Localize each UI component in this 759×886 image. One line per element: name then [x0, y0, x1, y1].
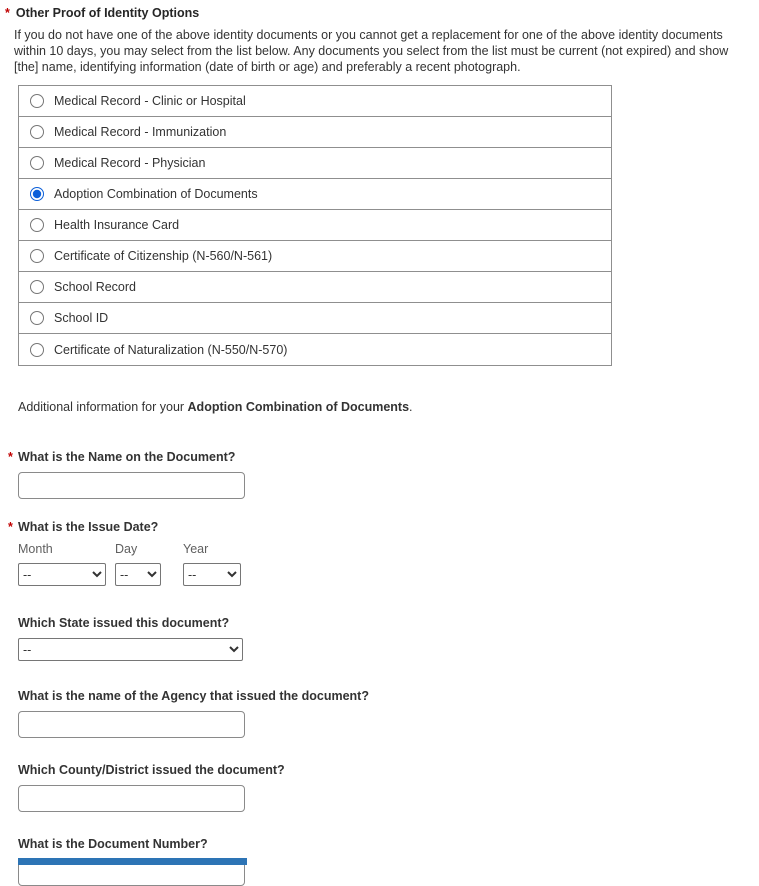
identity-option-radio[interactable] [30, 343, 44, 357]
identity-option-row[interactable] [19, 179, 611, 210]
identity-option-row[interactable] [19, 86, 611, 117]
issue-month-select[interactable] [18, 563, 106, 586]
month-label: Month [18, 542, 53, 556]
required-marker: * [5, 6, 10, 20]
additional-info-text [18, 400, 751, 414]
name-on-document-input[interactable] [18, 472, 245, 499]
required-marker: * [8, 520, 13, 534]
additional-info-prefix: Additional information for your [18, 400, 188, 414]
field-issue-date [8, 520, 751, 586]
county-district-label [18, 763, 751, 777]
issue-date-controls [18, 542, 751, 586]
identity-option-radio[interactable] [30, 187, 44, 201]
identity-option-row[interactable] [19, 210, 611, 241]
day-label: Day [115, 542, 138, 556]
section-description: If you do not have one of the above identity documents or you cannot get a replacement for one of the above identity documents within 10 days, you may select from the list below. Any documents you select from the list must be current (not expired) and show [the] name, identifying information (date of birth or age) and preferably a recent photograph. [14, 28, 729, 74]
identity-option-row[interactable] [19, 272, 611, 303]
document-number-label [18, 837, 751, 851]
document-number-label-text: What is the Document Number? [18, 837, 208, 851]
field-state [18, 616, 751, 661]
identity-option-row[interactable] [19, 241, 611, 272]
section-title-row [4, 6, 751, 20]
field-county-district [18, 763, 751, 812]
issue-date-year-col [183, 542, 251, 586]
identity-option-radio[interactable] [30, 156, 44, 170]
identity-option-radio[interactable] [30, 249, 44, 263]
identity-option-label: School ID [54, 311, 109, 325]
identity-option-row[interactable] [19, 148, 611, 179]
county-district-label-text: Which County/District issued the document? [18, 763, 285, 777]
field-name-on-document [8, 450, 751, 499]
issue-date-day-col [115, 542, 183, 586]
next-section-partial-bar [18, 858, 247, 865]
identity-option-label: Certificate of Citizenship (N-560/N-561) [54, 249, 273, 263]
identity-option-radio[interactable] [30, 218, 44, 232]
identity-option-label: School Record [54, 280, 136, 294]
identity-option-row[interactable] [19, 303, 611, 334]
additional-info-document-name: Adoption Combination of Documents [187, 400, 410, 414]
identity-option-label: Medical Record - Immunization [54, 125, 227, 139]
additional-info-suffix: . [409, 400, 413, 414]
identity-option-label: Certificate of Naturalization (N-550/N-570) [54, 342, 288, 357]
required-marker: * [8, 450, 13, 464]
identity-option-label: Health Insurance Card [54, 218, 180, 232]
identity-option-radio[interactable] [30, 125, 44, 139]
identity-option-label: Adoption Combination of Documents [54, 187, 258, 201]
identity-option-label: Medical Record - Physician [54, 156, 206, 170]
state-select[interactable] [18, 638, 243, 661]
identity-option-radio[interactable] [30, 311, 44, 325]
county-district-input[interactable] [18, 785, 245, 812]
name-on-document-label-text: What is the Name on the Document? [18, 450, 236, 464]
identity-option-radio[interactable] [30, 280, 44, 294]
issue-year-select[interactable] [183, 563, 241, 586]
identity-options-list [18, 85, 612, 366]
state-label-text: Which State issued this document? [18, 616, 230, 630]
name-on-document-label [8, 450, 751, 464]
identity-option-label: Medical Record - Clinic or Hospital [54, 94, 246, 108]
identity-option-row[interactable] [19, 334, 611, 365]
issue-date-month-col [18, 542, 115, 586]
state-label [18, 616, 751, 630]
issue-day-select[interactable] [115, 563, 161, 586]
year-label: Year [183, 542, 209, 556]
identity-option-row[interactable] [19, 117, 611, 148]
section-title: Other Proof of Identity Options [15, 6, 200, 20]
issue-date-label [8, 520, 751, 534]
agency-label-text: What is the name of the Agency that issued the document? [18, 689, 369, 703]
agency-input[interactable] [18, 711, 245, 738]
field-agency [18, 689, 751, 738]
identity-option-radio[interactable] [30, 94, 44, 108]
issue-date-label-text: What is the Issue Date? [18, 520, 159, 534]
agency-label [18, 689, 751, 703]
